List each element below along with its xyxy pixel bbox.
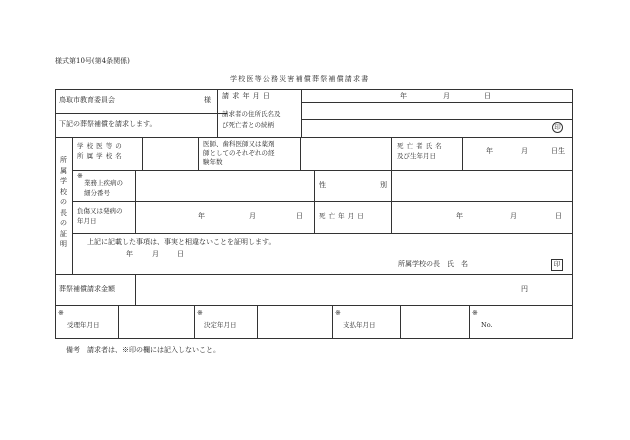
injury-month[interactable]: 月 <box>249 212 256 220</box>
disease-label-1: 業務上疾病の <box>84 179 123 187</box>
claim-date-label: 請 求 年 月 日 <box>222 92 271 100</box>
deceased-label-2: 及び生年月日 <box>397 152 436 160</box>
number-label: No. <box>481 321 493 329</box>
claimant-label-1: 請求者の住所氏名及 <box>222 110 281 118</box>
claimant-seal-icon[interactable]: 印 <box>552 122 563 133</box>
addressee: 鳥取市教育委員会 <box>59 96 115 104</box>
form-id: 様式第10号(第4条関係) <box>55 57 130 65</box>
received-date-label: 受理年月日 <box>67 321 100 329</box>
request-statement: 下記の葬祭補償を請求します。 <box>59 120 157 128</box>
claim-date-year[interactable]: 年 <box>400 92 407 100</box>
birth-year[interactable]: 年 <box>486 147 493 155</box>
qualification-label-1: 医師、歯科医師又は薬剤 <box>203 140 275 148</box>
decided-date-label: 決定年月日 <box>204 321 237 329</box>
deceased-label-1: 死 亡 者 氏 名 <box>397 142 443 150</box>
footnote: 備考 請求者は、※印の欄には記入しないこと。 <box>66 346 220 354</box>
certify-month[interactable]: 月 <box>152 250 159 258</box>
number-mark: ※ <box>472 309 478 317</box>
paid-date-label: 支払年月日 <box>343 321 376 329</box>
form-title: 学校医等公務災害補償葬祭補償請求書 <box>230 75 370 83</box>
received-mark: ※ <box>58 309 64 317</box>
principal-name-label: 所属学校の長 氏 名 <box>398 260 468 268</box>
death-date-label: 死 亡 年 月 日 <box>319 212 365 220</box>
school-label-1: 学 校 医 等 の <box>77 142 123 150</box>
birth-day[interactable]: 日生 <box>551 147 565 155</box>
injury-day[interactable]: 日 <box>296 212 303 220</box>
certify-text: 上記に記載した事項は、事実と相違ないことを証明します。 <box>87 238 276 246</box>
birth-month[interactable]: 月 <box>521 147 528 155</box>
amount-unit[interactable]: 円 <box>521 285 528 293</box>
sex-label: 性 <box>319 181 326 189</box>
death-year[interactable]: 年 <box>456 212 463 220</box>
certify-day[interactable]: 日 <box>177 250 184 258</box>
disease-note-mark: ※ <box>77 172 83 180</box>
death-month[interactable]: 月 <box>510 212 517 220</box>
claim-date-day[interactable]: 日 <box>484 92 491 100</box>
disease-label-2: 細分番号 <box>84 189 110 197</box>
amount-label: 葬祭補償請求金額 <box>59 285 115 293</box>
paid-mark: ※ <box>335 309 341 317</box>
qualification-label-2: 師としてのそれぞれの経 <box>203 149 275 157</box>
decided-mark: ※ <box>197 309 203 317</box>
honorific: 様 <box>204 96 211 104</box>
claim-date-month[interactable]: 月 <box>443 92 450 100</box>
school-label-2: 所 属 学 校 名 <box>77 152 123 160</box>
death-day[interactable]: 日 <box>555 212 562 220</box>
injury-label-1: 負傷又は発病の <box>77 207 123 215</box>
principal-seal-icon[interactable]: 印 <box>551 259 563 271</box>
injury-label-2: 年月日 <box>77 217 97 225</box>
injury-year[interactable]: 年 <box>198 212 205 220</box>
qualification-label-3: 験年数 <box>203 158 223 166</box>
sex-label-2: 別 <box>380 181 387 189</box>
claimant-label-2: び死亡者との続柄 <box>222 121 274 129</box>
side-label: 所属学校の長の証明 <box>60 156 67 248</box>
certify-year[interactable]: 年 <box>126 250 133 258</box>
